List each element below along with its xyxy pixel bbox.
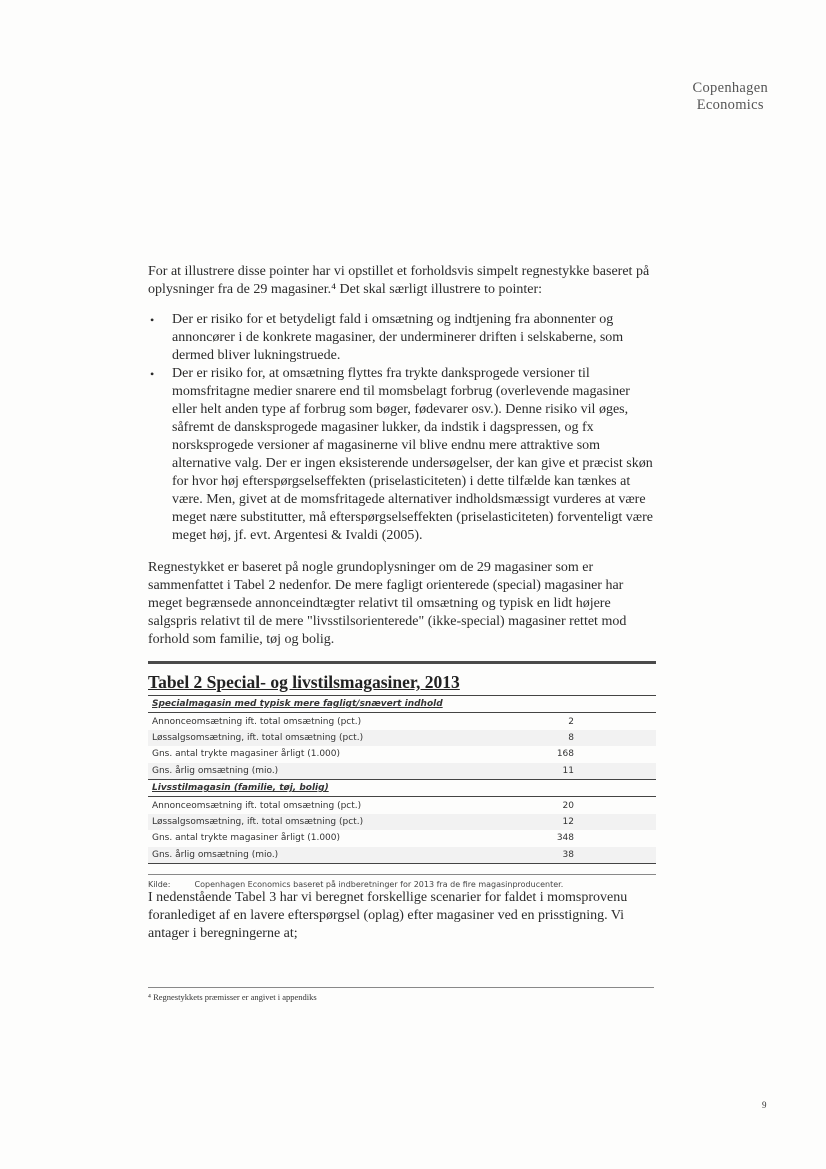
row-value: 168 xyxy=(556,749,574,760)
row-value: 38 xyxy=(510,847,656,864)
footnote: ⁴ Regnestykkets præmisser er angivet i appendiks xyxy=(148,992,317,1002)
row-label: Gns. antal trykte magasiner årligt (1.000) xyxy=(152,833,341,844)
main-content xyxy=(148,263,656,955)
section-label-special: Specialmagasin med typisk mere fagligt/snævert indhold xyxy=(148,696,656,713)
table-title: Tabel 2 Special- og livstilsmagasiner, 2013 xyxy=(148,672,460,692)
table-row xyxy=(148,730,656,746)
logo-line-2: Economics xyxy=(696,97,764,113)
company-logo xyxy=(693,80,768,114)
table-row xyxy=(148,797,656,814)
magazine-table xyxy=(148,695,656,864)
row-label: Gns. årlig omsætning (mio.) xyxy=(148,763,510,780)
after-table-paragraph: I nedenstående Tabel 3 har vi beregnet forskellige scenarier for faldet i momsprovenu foranlediget af en lavere efterspørgsel (oplag) efter magasiner ved en prisstigning. Vi antager i beregningerne at; xyxy=(148,889,628,941)
row-value: 20 xyxy=(562,800,574,811)
table-row xyxy=(148,713,656,730)
page-number: 9 xyxy=(762,1100,767,1110)
intro-paragraph: For at illustrere disse pointer har vi opstillet et forholdsvis simpelt regnestykke baseret på oplysninger fra de 29 magasiner.⁴ Det skal særligt illustrere to pointer: xyxy=(148,264,650,297)
basis-paragraph: Regnestykket er baseret på nogle grundoplysninger om de 29 magasiner som er sammenfattet i Tabel 2 nedenfor. De mere fagligt orienterede (special) magasiner har meget begrænsede annonceindtægter relativt til omsætning og typisk en lidt højere salgspris relativt til de mere "livsstilsorienterede" (ikke-special) magasiner rettet mod forhold som familie, tøj og bolig. xyxy=(148,560,627,647)
row-label: Annonceomsætning ift. total omsætning (pct.) xyxy=(152,716,362,727)
row-label: Annonceomsætning ift. total omsætning (pct.) xyxy=(152,800,362,811)
source-text: Copenhagen Economics baseret på indberetninger for 2013 fra de fire magasinproducenter. xyxy=(194,879,564,889)
logo-line-1: Copenhagen xyxy=(692,80,768,96)
row-label: Gns. årlig omsætning (mio.) xyxy=(148,847,510,864)
row-value: 8 xyxy=(510,730,656,746)
footnote-divider xyxy=(148,987,654,988)
bullet-text: Der er risiko for, at omsætning flyttes fra trykte danksprogede versioner til momsfritagne medier snarere end til momsbelagt forbrug (overlevende magasiner eller helt anden type af forbrug som bøger, fødevarer osv.). Denne risiko vil øges, såfremt de dansksprogede magasiner lukker, da indstik i dagspressen, og fx norsksprogede versioner af magasinerne vil blive endnu mere attraktive som alternative valg. Der er ingen eksisterende undersøgelser, der kan give et præcist skøn for hvor høj efterspørgselseffekten (priselasticiteten) i dette tilfælde kan tænkes at være. Men, givet at de momsfritagede alternativer indholdsmæssigt vurderes at være meget nære substitutter, må efterspørgselseffekten (priselasticiteten) forventeligt være meget høj, jf. evt. Argentesi & Ivaldi (2005). xyxy=(172,366,653,543)
source-label: Kilde: xyxy=(148,879,171,889)
row-value: 2 xyxy=(568,716,574,727)
row-label: Løssalgsomsætning, ift. total omsætning (pct.) xyxy=(148,730,510,746)
table-row xyxy=(148,847,656,864)
bullet-text: Der er risiko for et betydeligt fald i omsætning og indtjening fra abonnenter og annoncører i de konkrete magasiner, der underminerer driften i selskaberne, som dermed bliver lukningstruede. xyxy=(172,312,624,363)
bullet-item xyxy=(148,365,656,545)
bullet-item xyxy=(148,311,656,365)
table-top-rule xyxy=(148,661,656,664)
row-label: Løssalgsomsætning, ift. total omsætning (pct.) xyxy=(148,814,510,830)
row-value: 11 xyxy=(510,763,656,780)
bullet-icon: • xyxy=(150,367,155,381)
table-source xyxy=(148,874,656,889)
table-row xyxy=(148,814,656,830)
section-label-lifestyle: Livsstilmagasin (familie, tøj, bolig) xyxy=(148,779,656,796)
table-row xyxy=(148,763,656,780)
table-row xyxy=(148,830,656,846)
row-value: 12 xyxy=(510,814,656,830)
table-section-header xyxy=(148,779,656,796)
row-label: Gns. antal trykte magasiner årligt (1.000) xyxy=(152,749,341,760)
row-value: 348 xyxy=(556,833,574,844)
table-section-header xyxy=(148,696,656,713)
bullet-list xyxy=(148,311,656,545)
table-row xyxy=(148,746,656,762)
bullet-icon: • xyxy=(150,313,155,327)
